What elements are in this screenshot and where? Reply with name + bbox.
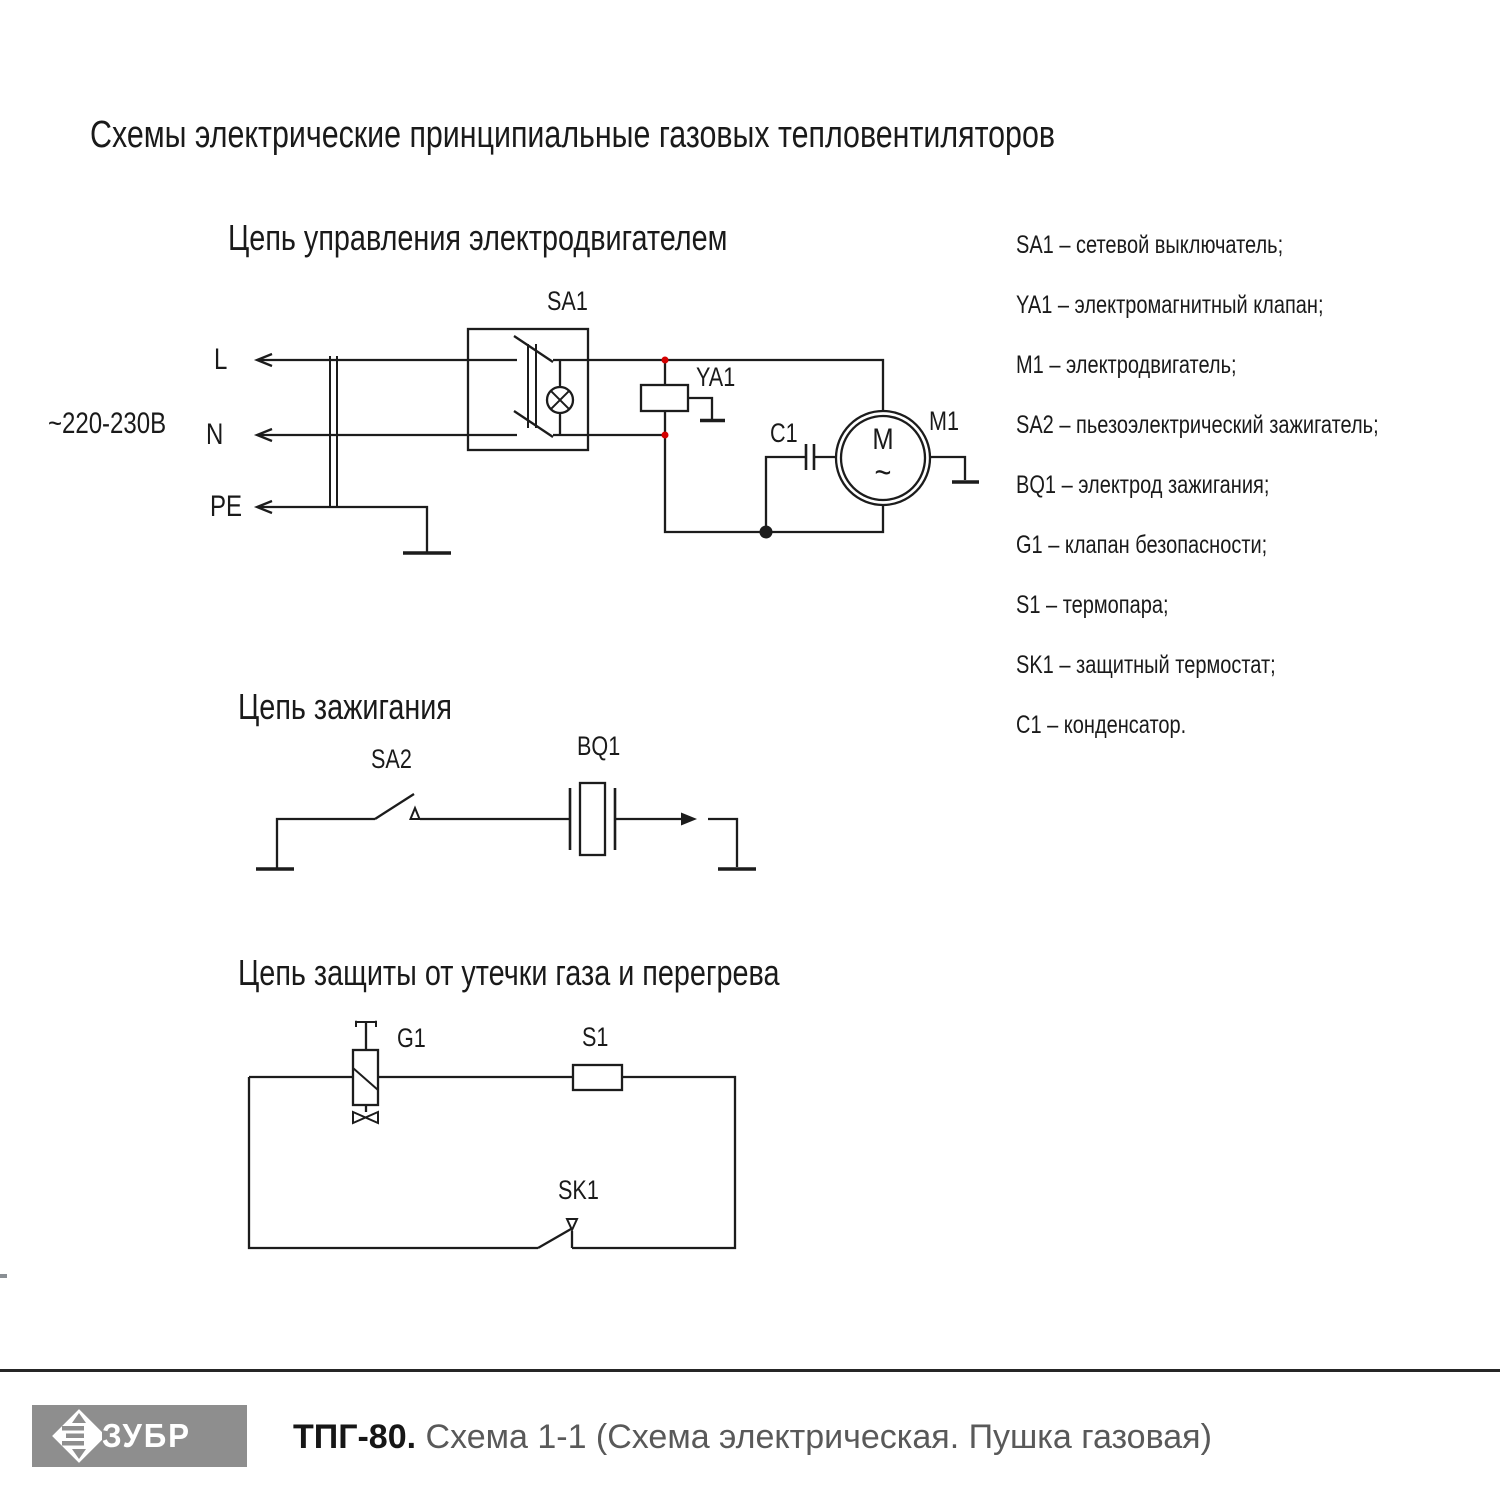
zubr-logo	[32, 1405, 247, 1467]
c1-capacitor	[766, 444, 836, 532]
legend-item-s1: S1 – термопара;	[1016, 591, 1169, 619]
legend-item-sa1: SA1 – сетевой выключатель;	[1016, 231, 1284, 259]
footer-caption-line	[293, 1418, 1212, 1457]
legend-item-sa2: SA2 – пьезоэлектрический зажигатель;	[1016, 411, 1379, 439]
s1-thermocouple	[573, 1065, 622, 1090]
footer-model: ТПГ-80.	[293, 1418, 417, 1456]
zubr-logo-text: ЗУБР	[102, 1417, 192, 1454]
motor-letter: M	[872, 423, 894, 456]
page-edge-mark	[0, 1274, 7, 1278]
bq1-piezo	[570, 783, 615, 855]
legend-item-sk1: SK1 – защитный термостат;	[1016, 651, 1276, 679]
section-title-ignition: Цепь зажигания	[238, 686, 452, 727]
sk1-thermostat-contact	[538, 1219, 577, 1248]
plug-connector-icon	[330, 356, 337, 508]
footer-divider	[0, 1369, 1500, 1372]
bq1-label: BQ1	[577, 731, 621, 761]
sa1-label: SA1	[547, 286, 588, 316]
motor-ac-sign: ~	[874, 454, 892, 492]
section-title-motor-control: Цепь управления электродвигателем	[228, 217, 728, 258]
legend-item-m1: M1 – электродвигатель;	[1016, 351, 1237, 379]
g1-safety-valve	[353, 1021, 378, 1123]
line-pe-label: PE	[210, 490, 243, 523]
ya1-label: YA1	[696, 362, 736, 392]
legend-item-g1: G1 – клапан безопасности;	[1016, 531, 1268, 559]
lamp-icon	[547, 360, 573, 435]
legend-item-bq1: BQ1 – электрод зажигания;	[1016, 471, 1270, 499]
section-title-protection: Цепь защиты от утечки газа и перегрева	[238, 952, 780, 993]
footer-caption: Схема 1-1 (Схема электрическая. Пушка газовая)	[416, 1418, 1212, 1456]
protection-loop	[249, 1077, 735, 1248]
m1-label: M1	[929, 406, 960, 436]
page-title: Схемы электрические принципиальные газовых тепловентиляторов	[90, 114, 1056, 156]
sk1-label: SK1	[558, 1175, 599, 1205]
sa2-label: SA2	[371, 744, 412, 774]
spark-arrow-icon	[681, 813, 697, 826]
voltage-label: ~220-230В	[48, 407, 167, 440]
line-l-label: L	[214, 343, 228, 376]
line-n-label: N	[206, 418, 224, 451]
legend-item-ya1: YA1 – электромагнитный клапан;	[1016, 291, 1324, 319]
sa1-switch-box	[468, 329, 588, 450]
legend-item-c1: C1 – конденсатор.	[1016, 711, 1187, 739]
s1-label: S1	[582, 1022, 609, 1052]
ignition-circuit-lines	[256, 819, 756, 869]
c1-label: C1	[770, 418, 798, 448]
sa2-switch	[375, 794, 420, 819]
zubr-logo-icon	[32, 1405, 102, 1467]
g1-label: G1	[397, 1023, 426, 1053]
power-input-lines	[257, 354, 883, 553]
legend	[1016, 233, 1469, 773]
